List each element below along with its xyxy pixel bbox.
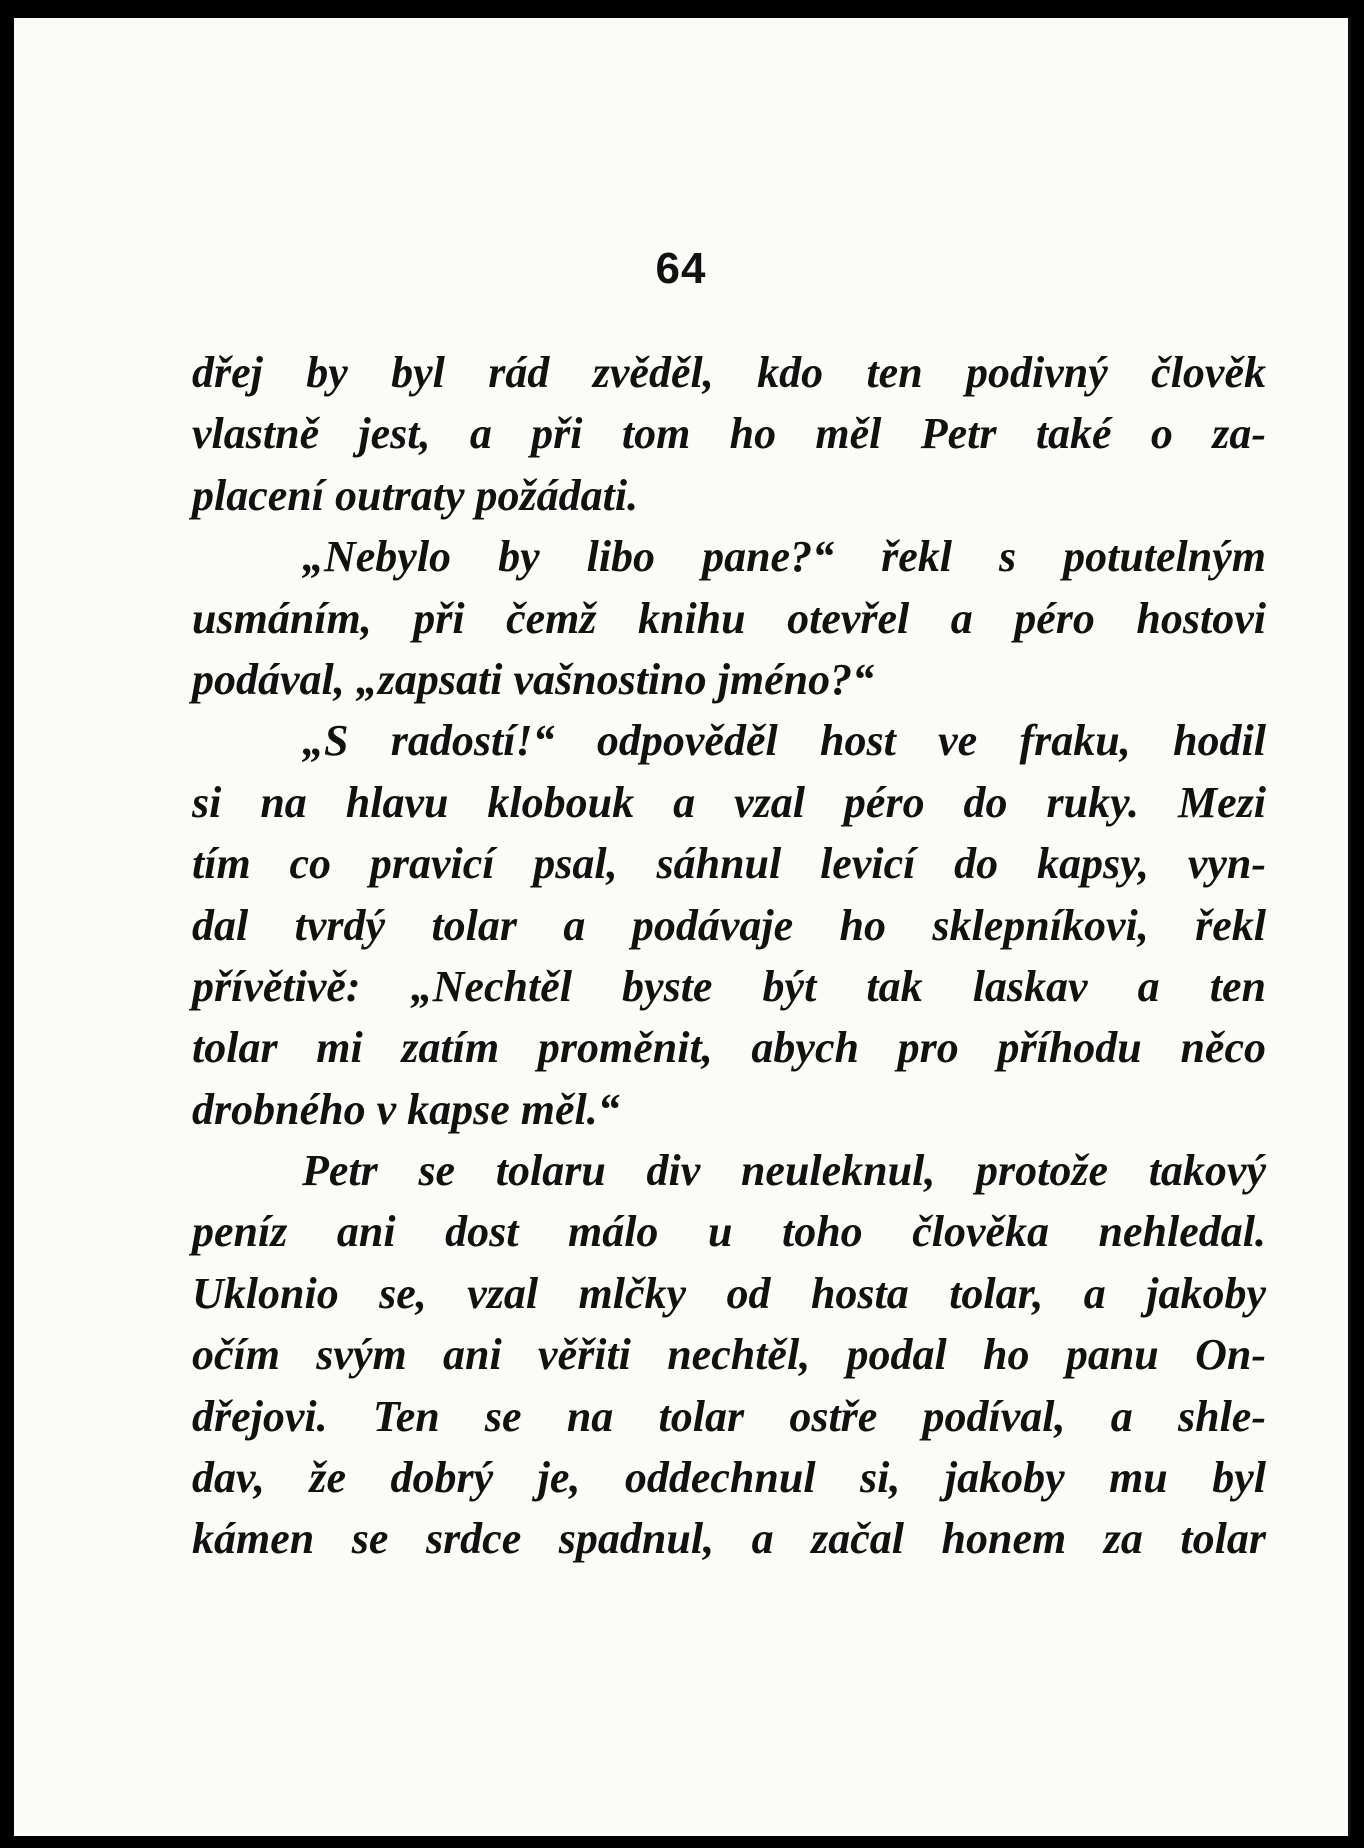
text-line: placení outraty požádati. [192,470,639,520]
text-line: peníz ani dost málo u toho člověka nehledal. [192,1207,1266,1257]
text-line: přívětivě: „Nechtěl byste být tak laskav a ten [192,961,1266,1011]
text-line: si na hlavu klobouk a vzal péro do ruky. Mezi [192,777,1266,827]
text-line: dřej by byl rád zvěděl, kdo ten podivný člověk [192,348,1266,397]
page-number: 64 [655,244,707,293]
text-line: drobného v kapse měl.“ [192,1084,620,1134]
text-line: Uklonio se, vzal mlčky od hosta tolar, a jakoby [192,1268,1266,1318]
text-line: Petr se tolaru div neuleknul, protože takový [302,1146,1266,1196]
body-text [192,342,1266,1570]
text-line: dal tvrdý tolar a podávaje ho sklepníkovi, řekl [192,900,1266,950]
text-line: tím co pravicí psal, sáhnul levicí do kapsy, vyn- [192,839,1266,889]
book-page [14,18,1351,1836]
text-line: „Nebylo by libo pane?“ řekl s potutelným [302,532,1266,582]
text-line: „S radostí!“ odpověděl host ve fraku, hodil [302,716,1266,766]
text-line: dav, že dobrý je, oddechnul si, jakoby mu byl [192,1453,1266,1503]
text-line: kámen se srdce spadnul, a začal honem za tolar [192,1514,1266,1564]
text-line: usmáním, při čemž knihu otevřel a péro hostovi [192,593,1266,643]
text-line: očím svým ani věřiti nechtěl, podal ho panu On- [192,1330,1266,1380]
text-line: dřejovi. Ten se na tolar ostře podíval, a shle- [192,1391,1266,1441]
text-line: podával, „zapsati vašnostino jméno?“ [192,654,875,704]
text-line: vlastně jest, a při tom ho měl Petr také o za- [192,409,1266,459]
text-line: tolar mi zatím proměnit, abych pro příhodu něco [192,1023,1266,1073]
